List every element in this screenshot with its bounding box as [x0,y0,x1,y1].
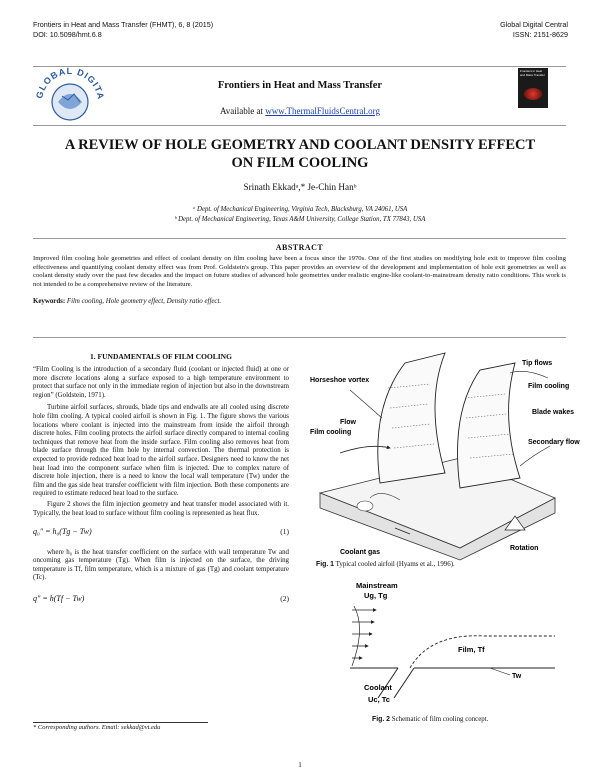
paragraph-3: Figure 2 shows the film injection geometry and heat transfer model associated with it. Typically, the heat load to surface without film cooling is represented as heat flux. [33,500,289,517]
keywords-value: Film cooling, Hole geometry effect, Density ratio effect. [66,297,222,305]
fig1-label-horseshoe-vortex: Horseshoe vortex [310,377,370,384]
figure-1-caption [316,561,455,568]
section-heading-1: 1. FUNDAMENTALS OF FILM COOLING [90,352,232,361]
body-left-column [33,366,289,604]
journal-website-link[interactable]: www.ThermalFluidsCentral.org [265,106,381,116]
abstract-heading: ABSTRACT [275,243,324,252]
journal-availability [160,106,440,116]
header-left [33,20,213,40]
header-right [500,20,568,40]
equation-2: q″ = h(Tf − Tw) [33,594,85,604]
figure-1-caption-text: Typical cooled airfoil (Hyams et al., 1996). [335,561,455,568]
cover-image [524,88,542,100]
fig1-label-coolant-gas: Coolant gas [340,549,381,556]
equation-2-number: (2) [280,594,289,604]
header-publisher: Global Digital Central [500,20,568,29]
fig1-label-film-cooling-right: Film cooling [528,383,570,390]
fig1-label-flow: Flow [340,419,356,426]
masthead [33,66,566,126]
fig1-label-rotation: Rotation [510,545,539,552]
header-journal-citation: Frontiers in Heat and Mass Transfer (FHMT), 6, 8 (2015) [33,20,214,29]
journal-name: Frontiers in Heat and Mass Transfer [217,80,383,91]
header-issn: ISSN: 2151-8629 [512,30,568,39]
fig1-label-blade-wakes: Blade wakes [532,409,575,416]
footnote-rule [33,722,208,723]
paragraph-2: Turbine airfoil surfaces, shrouds, blade tips and endwalls are all cooled using discrete hole film cooling. A typical cooled airfoil is shown in Fig. 1. The figure shows the various locations where coolant is injected into the mainstream from inside the airfoil through discrete holes. Film cooling protects the airfoil surface directly compared to internal cooling techniques that remove heat from the inside surface. Film cooling also removes heat from blade surface through the film hole by internal convection. The thermal protection is expected to provide reduced heat load to the airfoil surface. Designers need to know the net heat load into the component surface when film is injected. Due to complex nature of discrete hole injection, there is a need to know the local wall temperature (Tw) under the film and the gas side heat transfer coefficient with film injection. Both these components are required to estimate reduced heat load to the surface. [33,404,289,498]
footnote: * Corresponding authors. Email: sekkad@vt.edu [33,724,161,731]
figure-2-caption [372,716,488,723]
abstract-box [33,238,566,338]
keywords-label: Keywords: [33,297,66,305]
journal-cover-thumbnail [518,68,548,108]
cover-title: Frontiers in Heat and Mass Transfer [520,69,545,77]
fig2-label-uc-tc: Uc, Tc [368,695,390,704]
figure-2-illustration [350,578,560,710]
fig1-label-tip-flows: Tip flows [522,360,553,367]
figure-2-caption-text: Schematic of film cooling concept. [391,716,489,723]
equation-1: q₀″ = h₀(Tg − Tw) [33,527,92,537]
fig2-label-tw: Tw [512,673,522,680]
figure-1-caption-label: Fig. 1 [316,561,334,568]
gdc-logo [34,62,106,128]
figure-1-illustration [310,348,580,558]
fig2-label-film: Film, Tf [458,645,485,654]
affiliation-a: ᵃ Dept. of Mechanical Engineering, Virginia Tech, Blacksburg, VA 24061, USA [192,206,408,213]
fig1-label-secondary-flow: Secondary flow [528,439,580,446]
fig1-label-film-cooling-left: Film cooling [310,429,352,436]
header-doi: DOI: 10.5098/hmt.6.8 [33,30,102,39]
equation-2-row [33,595,289,604]
paragraph-1: “Film Cooling is the introduction of a secondary fluid (coolant or injected fluid) at one or more discrete locations along a surface exposed to a high temperature environment to protect that surface not only in the immediate region of injection but also in the downstream region” (Goldstein, 1971). [33,366,289,399]
fig2-label-ug-tg: Ug, Tg [364,591,388,600]
fig2-label-coolant: Coolant [364,683,392,692]
paper-title-line1: A REVIEW OF HOLE GEOMETRY AND COOLANT DENSITY EFFECT [64,137,536,153]
keywords-line [33,298,566,305]
paper-title [20,136,580,172]
availability-prefix: Available at [219,106,266,116]
figure-2-caption-label: Fig. 2 [372,716,390,723]
equation-1-row [33,528,289,537]
authors: Srinath Ekkadᵃ,* Je-Chin Hanᵇ [243,182,357,192]
abstract-body: Improved film cooling hole geometries and effect of coolant density on film cooling have been a focus since the 1970s. One of the first studies on modifying hole exit to improve film cooling effectiveness and quantifying coolant density effect was from Prof. Goldstein's group. This paper provides an overview of the development and implementation of hole exit geometries as well as coolant density study over the past few decades and the impact on future studies of advanced hole geometries under realistic engine-like coolant-to-mainstream density ratio conditions. This work is not intended to be a comprehensive review of the literature. [33,255,566,289]
logo-text: GLOBAL DIGITA [34,65,106,101]
page-number: 1 [298,760,302,769]
fig2-label-mainstream: Mainstream [356,581,398,590]
affiliation-b: ᵇ Dept. of Mechanical Engineering, Texas A&M University, College Station, TX 77843, USA [174,216,426,223]
paper-title-line2: ON FILM COOLING [231,155,369,171]
equation-1-number: (1) [280,527,289,537]
paragraph-4: where h₀ is the heat transfer coefficient on the surface with wall temperature Tw and oncoming gas temperature (Tg). When film is injected on the surface, the driving temperature is Tf, film temperature, which is a mixture of gas (Tg) and coolant temperature (Tc). [33,548,289,582]
